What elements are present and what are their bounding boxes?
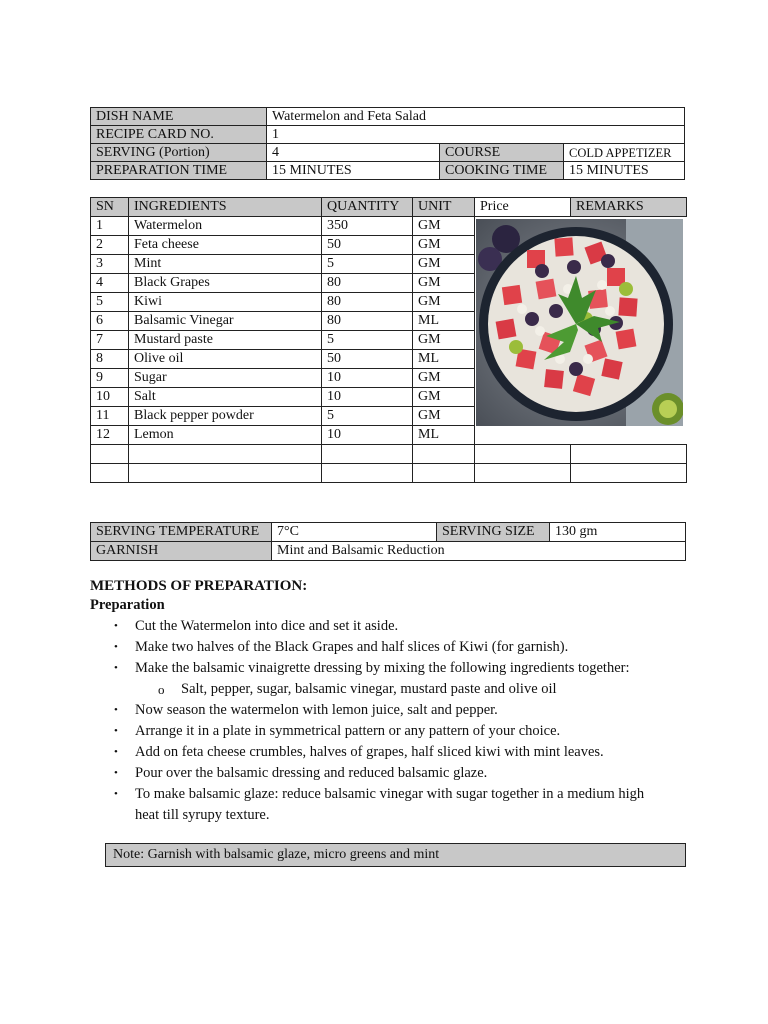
prep-time-label: PREPARATION TIME	[91, 162, 267, 180]
empty-cell	[475, 445, 571, 464]
empty-cell	[413, 445, 475, 464]
garnish-value: Mint and Balsamic Reduction	[272, 542, 686, 561]
methods-title: METHODS OF PREPARATION:	[90, 578, 308, 594]
col-price-header: Price	[475, 198, 571, 217]
ingredient-name-cell: Salt	[129, 388, 322, 407]
col-sn-header: SN	[91, 198, 129, 217]
step-item: • Add on feta cheese crumbles, halves of grapes, half sliced kiwi with mint leaves.	[90, 742, 690, 763]
col-quantity-header: QUANTITY	[322, 198, 413, 217]
sub-step-item: o Salt, pepper, sugar, balsamic vinegar, mustard paste and olive oil	[90, 679, 690, 700]
dish-name-label: DISH NAME	[91, 108, 267, 126]
ingredient-name-cell: Mustard paste	[129, 331, 322, 350]
bullet-icon: •	[114, 662, 118, 674]
quantity-cell: 80	[322, 312, 413, 331]
quantity-cell: 10	[322, 388, 413, 407]
step-item: • Make two halves of the Black Grapes and half slices of Kiwi (for garnish).	[90, 637, 690, 658]
unit-cell: GM	[413, 369, 475, 388]
serving-size-value: 130 gm	[550, 523, 686, 542]
ingredient-name-cell: Sugar	[129, 369, 322, 388]
empty-cell	[571, 445, 687, 464]
unit-cell: GM	[413, 217, 475, 236]
steps-list	[90, 616, 690, 826]
recipe-info-table	[90, 107, 685, 180]
step-item-continued: heat till syrupy texture.	[135, 807, 270, 823]
course-label: COURSE	[440, 144, 564, 162]
ingredient-name-cell: Feta cheese	[129, 236, 322, 255]
sn-cell: 2	[91, 236, 129, 255]
quantity-cell: 80	[322, 293, 413, 312]
ingredient-name-cell: Balsamic Vinegar	[129, 312, 322, 331]
ingredient-name-cell: Black pepper powder	[129, 407, 322, 426]
sn-cell: 4	[91, 274, 129, 293]
quantity-cell: 5	[322, 331, 413, 350]
empty-cell	[413, 464, 475, 483]
quantity-cell: 5	[322, 255, 413, 274]
quantity-cell: 50	[322, 236, 413, 255]
unit-cell: ML	[413, 350, 475, 369]
sn-cell: 8	[91, 350, 129, 369]
recipe-card-value: 1	[267, 126, 685, 144]
step-item: • Now season the watermelon with lemon juice, salt and pepper.	[90, 700, 690, 721]
course-value: COLD APPETIZER	[564, 144, 685, 162]
quantity-cell: 50	[322, 350, 413, 369]
empty-cell	[91, 445, 129, 464]
unit-cell: ML	[413, 312, 475, 331]
cooking-time-value: 15 MINUTES	[564, 162, 685, 180]
sn-cell: 3	[91, 255, 129, 274]
ingredient-name-cell: Black Grapes	[129, 274, 322, 293]
bullet-icon: •	[114, 725, 118, 737]
quantity-cell: 10	[322, 426, 413, 445]
empty-cell	[91, 464, 129, 483]
col-ingredients-header: INGREDIENTS	[129, 198, 322, 217]
step-item: • To make balsamic glaze: reduce balsamic vinegar with sugar together in a medium high	[90, 784, 690, 805]
bullet-icon: •	[114, 641, 118, 653]
serving-label: SERVING (Portion)	[91, 144, 267, 162]
serving-table	[90, 522, 686, 561]
salad-photo	[476, 219, 683, 426]
empty-cell	[475, 464, 571, 483]
unit-cell: ML	[413, 426, 475, 445]
empty-cell	[322, 464, 413, 483]
sub-bullet-icon: o	[158, 682, 165, 697]
ingredient-name-cell: Kiwi	[129, 293, 322, 312]
bullet-icon: •	[114, 788, 118, 800]
unit-cell: GM	[413, 388, 475, 407]
sn-cell: 6	[91, 312, 129, 331]
ingredient-name-cell: Mint	[129, 255, 322, 274]
unit-cell: GM	[413, 331, 475, 350]
methods-section	[90, 577, 690, 826]
empty-cell	[129, 445, 322, 464]
sn-cell: 1	[91, 217, 129, 236]
bullet-icon: •	[114, 767, 118, 779]
unit-cell: GM	[413, 407, 475, 426]
ingredient-name-cell: Lemon	[129, 426, 322, 445]
unit-cell: GM	[413, 255, 475, 274]
serving-temp-label: SERVING TEMPERATURE	[91, 523, 272, 542]
serving-value: 4	[267, 144, 440, 162]
recipe-card-label: RECIPE CARD NO.	[91, 126, 267, 144]
sn-cell: 7	[91, 331, 129, 350]
serving-temp-value: 7°C	[272, 523, 437, 542]
quantity-cell: 5	[322, 407, 413, 426]
quantity-cell: 10	[322, 369, 413, 388]
sn-cell: 12	[91, 426, 129, 445]
quantity-cell: 350	[322, 217, 413, 236]
ingredient-name-cell: Olive oil	[129, 350, 322, 369]
sn-cell: 10	[91, 388, 129, 407]
bullet-icon: •	[114, 620, 118, 632]
unit-cell: GM	[413, 236, 475, 255]
sn-cell: 11	[91, 407, 129, 426]
dish-name-value: Watermelon and Feta Salad	[267, 108, 685, 126]
prep-time-value: 15 MINUTES	[267, 162, 440, 180]
empty-row	[91, 464, 687, 483]
step-item: • Cut the Watermelon into dice and set it aside.	[90, 616, 690, 637]
empty-row	[91, 445, 687, 464]
cooking-time-label: COOKING TIME	[440, 162, 564, 180]
methods-subtitle: Preparation	[90, 597, 165, 613]
garnish-label: GARNISH	[91, 542, 272, 561]
bullet-icon: •	[114, 746, 118, 758]
step-item: • Make the balsamic vinaigrette dressing by mixing the following ingredients together:	[90, 658, 690, 679]
sn-cell: 9	[91, 369, 129, 388]
bullet-icon: •	[114, 704, 118, 716]
note-box: Note: Garnish with balsamic glaze, micro greens and mint	[105, 843, 686, 867]
col-remarks-header: REMARKS	[571, 198, 687, 217]
ingredient-name-cell: Watermelon	[129, 217, 322, 236]
quantity-cell: 80	[322, 274, 413, 293]
serving-size-label: SERVING SIZE	[437, 523, 550, 542]
unit-cell: GM	[413, 293, 475, 312]
step-item: • Arrange it in a plate in symmetrical pattern or any pattern of your choice.	[90, 721, 690, 742]
step-item: • Pour over the balsamic dressing and reduced balsamic glaze.	[90, 763, 690, 784]
empty-cell	[322, 445, 413, 464]
empty-cell	[129, 464, 322, 483]
unit-cell: GM	[413, 274, 475, 293]
col-unit-header: UNIT	[413, 198, 475, 217]
empty-cell	[571, 464, 687, 483]
sn-cell: 5	[91, 293, 129, 312]
